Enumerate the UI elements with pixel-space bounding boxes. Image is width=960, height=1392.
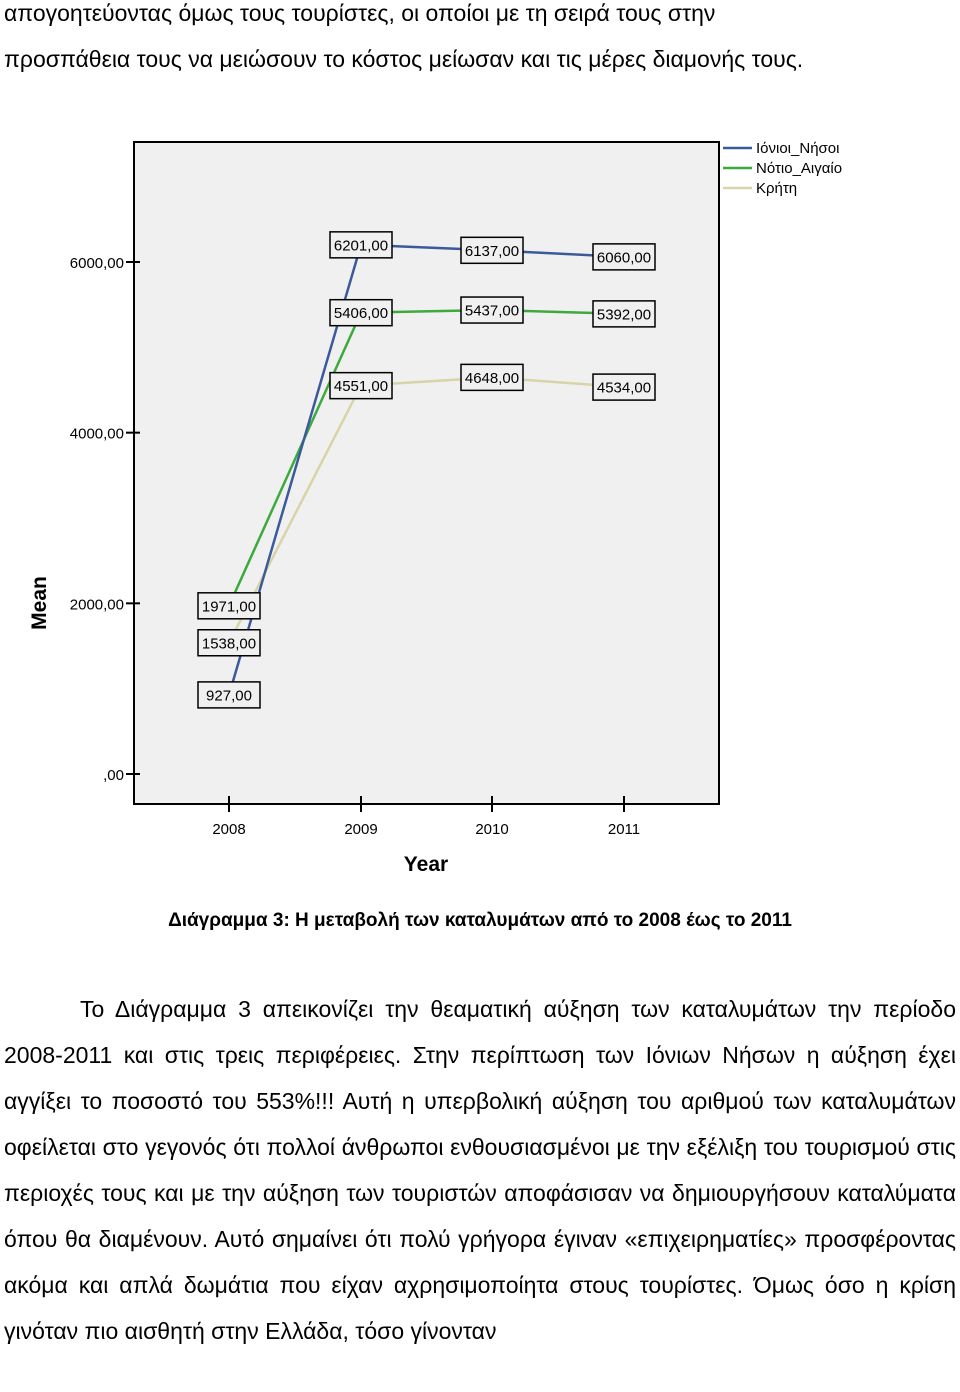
data-label: 4534,00 <box>596 379 652 397</box>
y-tick-label: 6000,00 <box>69 255 124 272</box>
y-axis <box>70 255 140 784</box>
y-axis-title: Mean <box>28 576 51 630</box>
data-label: 5406,00 <box>333 305 389 323</box>
x-tick-label: 2010 <box>475 821 509 838</box>
data-label: 6137,00 <box>464 242 520 260</box>
body-paragraph <box>4 986 956 1354</box>
data-label: 6201,00 <box>333 237 389 255</box>
legend <box>723 140 842 197</box>
body-text: Το Διάγραμμα 3 απεικονίζει την θεαματική αύξηση των καταλυμάτων την περίοδο 2008-2011 και στις τρεις περιφέρειες. Στην περίπτωση των Ιόνιων Νήσων η αύξηση έχει αγγίξει το ποσοστό του 553%!!! Αυτή η υπερβολική αύξηση του αριθμού των καταλυμάτων οφείλεται στο γεγονός ότι πολλοί άνθρωποι ενθουσιασμένοι με την εξέλιξη του τουρισμού στις περιοχές τους και με την αύξηση των τουριστών αποφάσισαν να δημιουργήσουν καταλύματα όπου θα διαμένουν. Αυτό σημαίνει ότι πολύ γρήγορα έγιναν «επιχειρηματίες» προσφέροντας ακόμα και απλά δωμάτια που είχαν αχρησιμοποίητα στους τουρίστες. Όμως όσο η κρίση γινόταν πιο αισθητή στην Ελλάδα, τόσο γίνονταν <box>4 996 956 1344</box>
x-tick-label: 2008 <box>212 821 246 838</box>
y-tick-label: ,00 <box>103 767 124 784</box>
legend-label: Ιόνιοι_Νήσοι <box>756 140 840 157</box>
legend-label: Νότιο_Αιγαίο <box>756 160 843 177</box>
data-label: 6060,00 <box>596 249 652 267</box>
data-label: 5437,00 <box>464 302 520 320</box>
legend-label: Κρήτη <box>756 180 798 197</box>
data-label: 4551,00 <box>333 378 389 396</box>
top-line-1: απογοητεύοντας όμως τους τουρίστες, οι οποίοι με τη σειρά τους στην <box>4 0 716 26</box>
top-line-2: προσπάθεια τους να μειώσουν το κόστος μείωσαν και τις μέρες διαμονής τους. <box>4 46 804 72</box>
x-axis-title: Year <box>403 853 449 876</box>
top-paragraph <box>4 0 956 82</box>
y-tick-label: 4000,00 <box>69 425 124 443</box>
data-label: 927,00 <box>206 687 252 705</box>
y-tick-label: 2000,00 <box>69 596 124 614</box>
data-label: 4648,00 <box>464 369 520 387</box>
x-tick-label: 2009 <box>344 821 378 838</box>
data-label: 5392,00 <box>596 306 652 324</box>
data-label: 1971,00 <box>201 598 257 616</box>
chart-caption: Διάγραμμα 3: Η μεταβολή των καταλυμάτων από το 2008 έως το 2011 <box>168 910 792 931</box>
line-chart <box>0 130 960 890</box>
x-tick-label: 2011 <box>607 821 641 838</box>
data-label: 1538,00 <box>201 635 257 653</box>
